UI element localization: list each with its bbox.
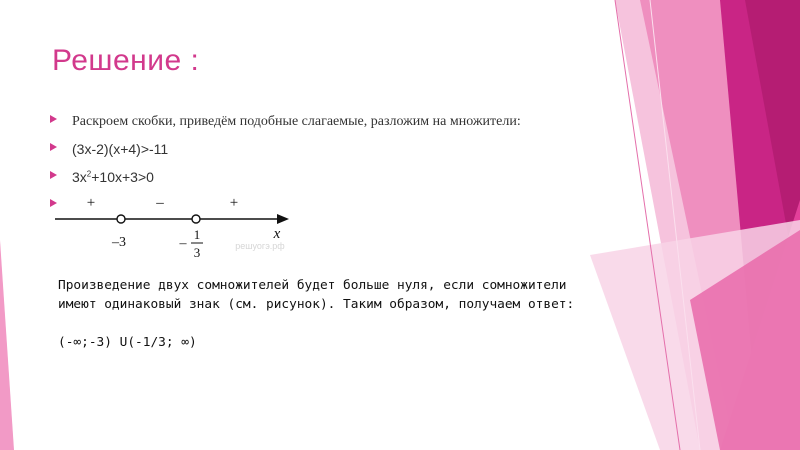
axis-label: x (273, 226, 281, 242)
exponent: 2 (86, 169, 92, 179)
axis-arrow-icon (277, 214, 289, 224)
number-line-figure (55, 192, 295, 272)
decor-left-sliver (0, 240, 14, 450)
slide-title: Решение : (52, 44, 200, 77)
answer-text: (-∞;-3) U(-1/3; ∞) (58, 335, 197, 350)
sign-plus: + (86, 195, 96, 211)
watermark: решуогэ.рф (235, 241, 285, 251)
bullet-arrow-icon (50, 143, 57, 151)
bullet-arrow-icon (50, 115, 57, 123)
fraction-numerator: 1 (193, 227, 201, 242)
explanation-paragraph: Произведение двух сомножителей будет больше нуля, если сомножители имеют одинаковый знак (см. рисунок). Таким образом, получаем ответ: (58, 278, 575, 312)
inequality-part: 3х (72, 169, 87, 185)
sign-plus: + (229, 195, 239, 211)
sign-minus: – (156, 195, 164, 211)
open-point (117, 215, 125, 223)
inequality-part: +10х+3>0 (91, 169, 154, 185)
point-label: –3 (112, 235, 126, 250)
bullet-arrow-icon (50, 171, 57, 179)
bullet-text: (3х-2)(х+4)>-11 (72, 141, 169, 157)
open-point (192, 215, 200, 223)
bullet-item (50, 112, 590, 140)
bullet-item (50, 140, 590, 168)
point-label-minus: – (179, 236, 187, 251)
fraction-denominator: 3 (193, 245, 201, 260)
bullet-text: Раскроем скобки, приведём подобные слагаемые, разложим на множители: (72, 114, 521, 129)
bullet-text (72, 169, 154, 185)
